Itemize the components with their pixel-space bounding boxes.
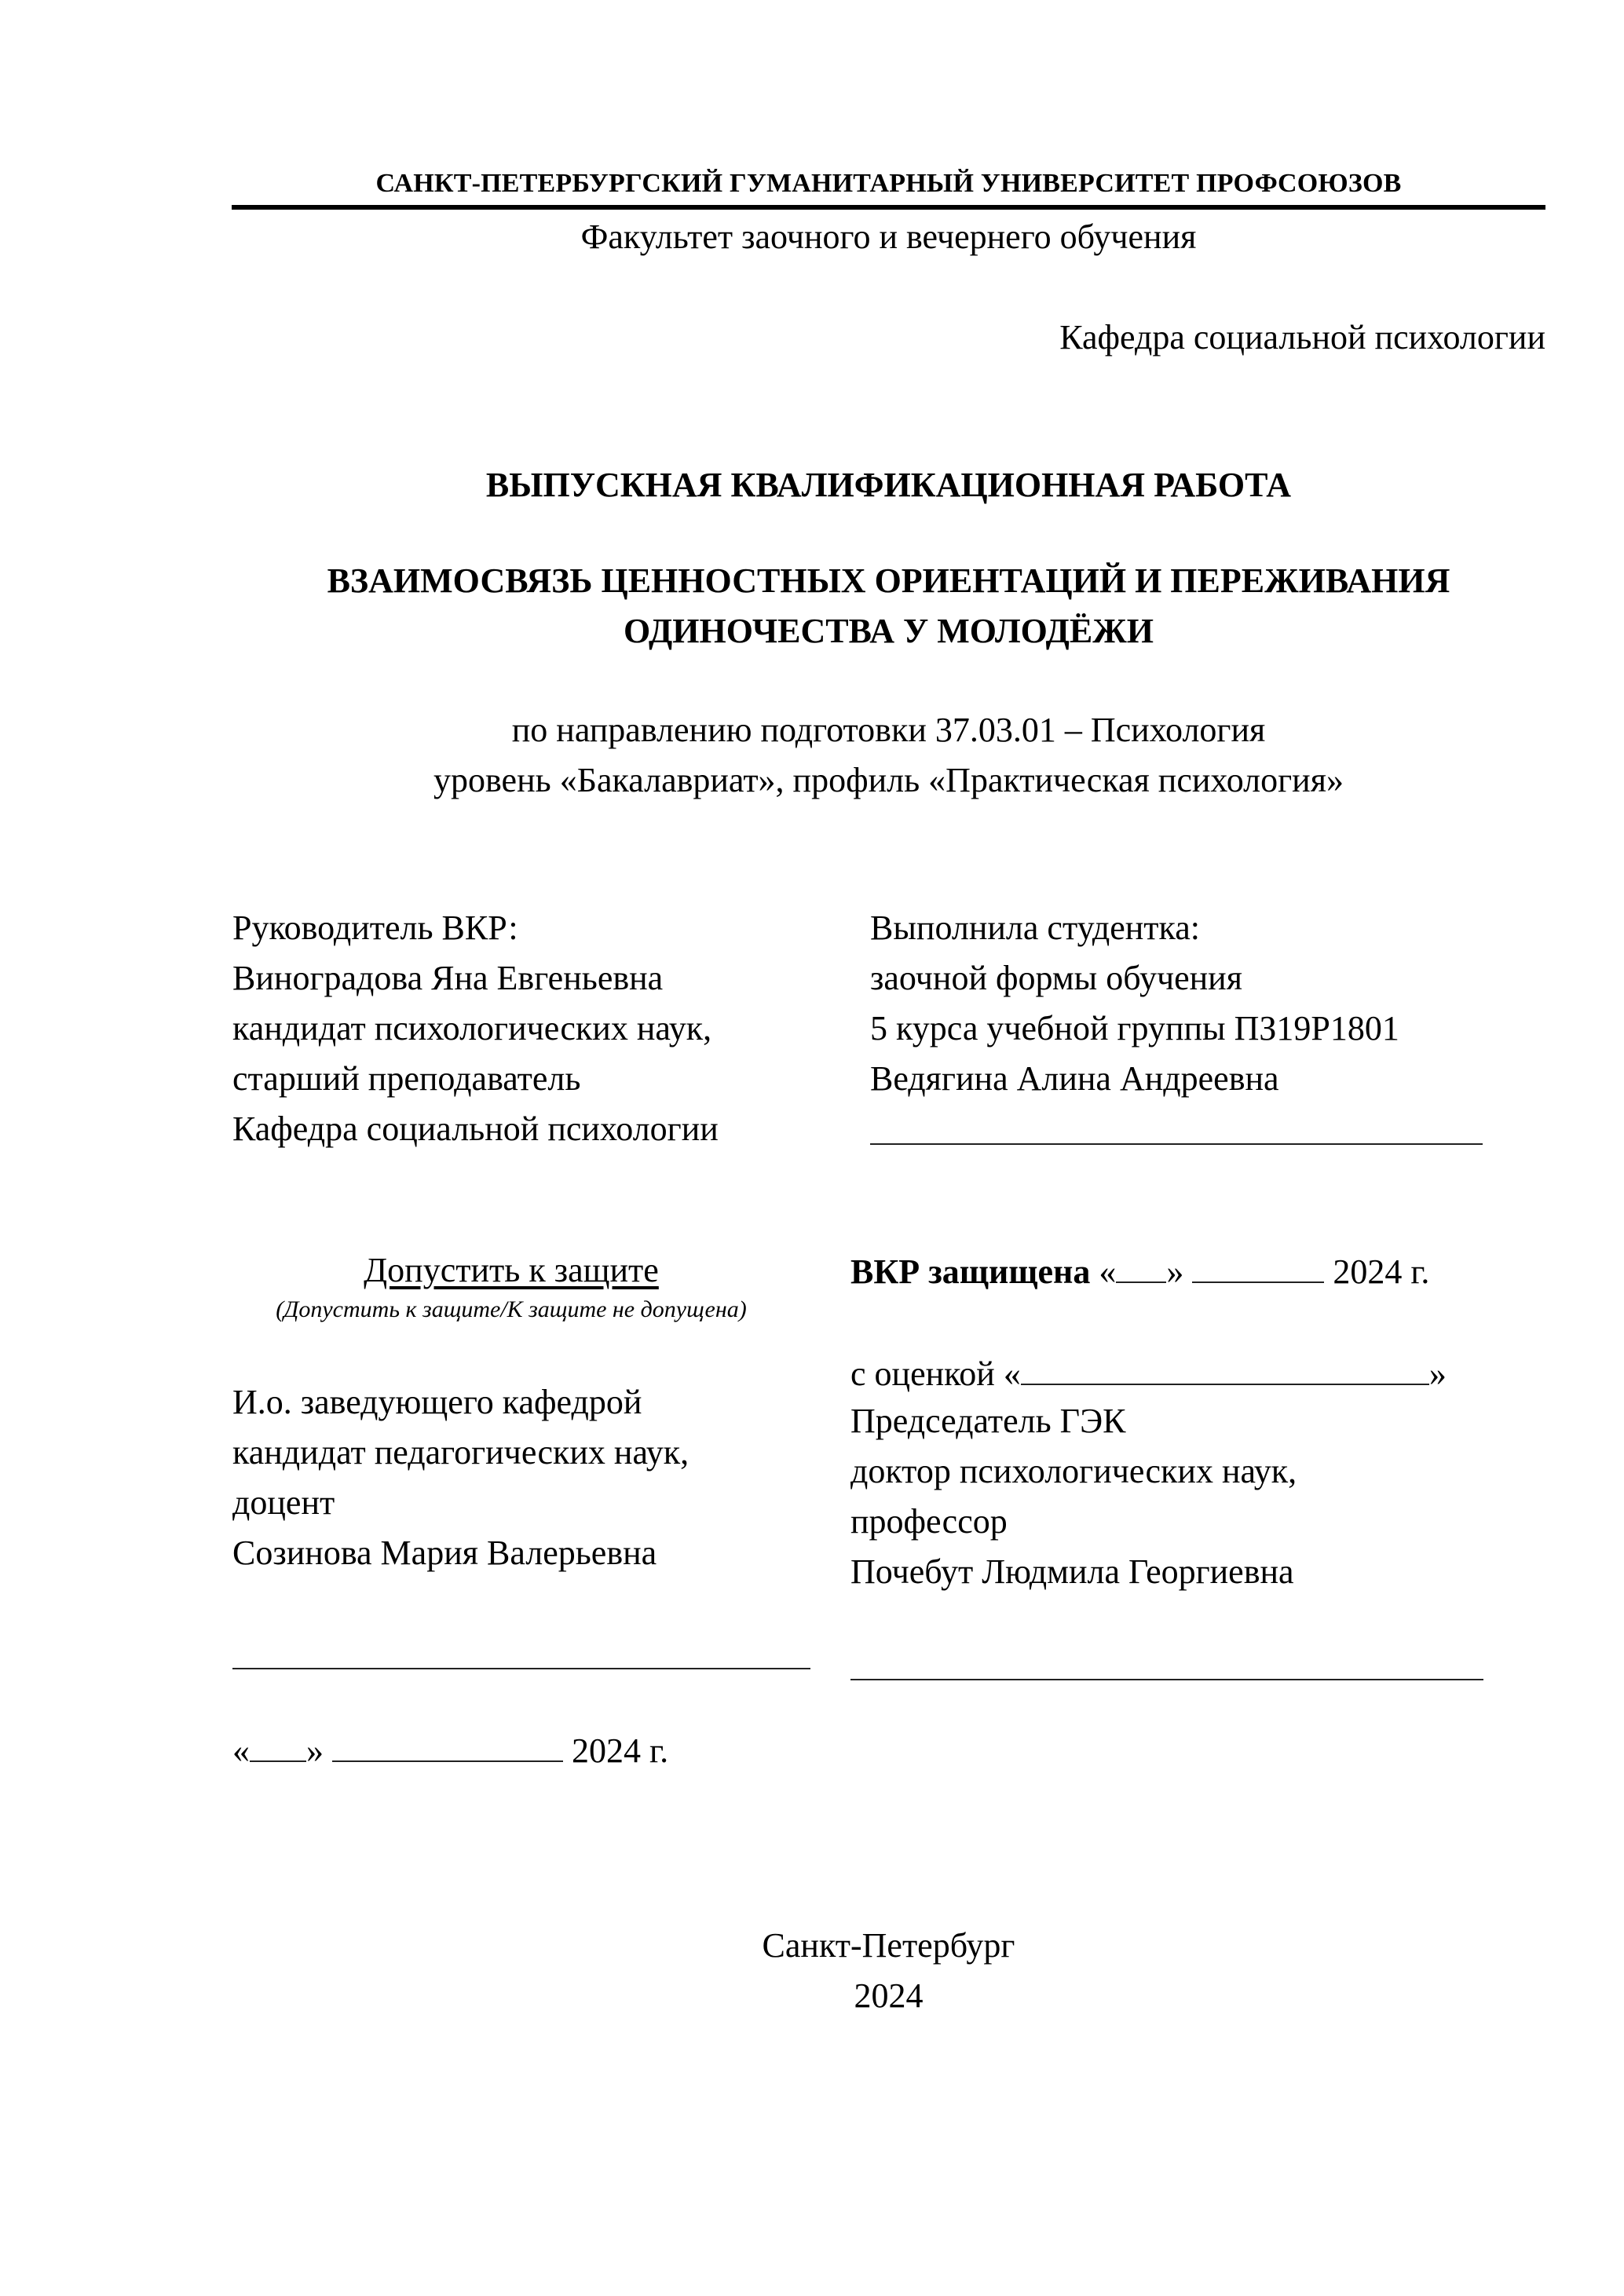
work-type-heading: ВЫПУСКНАЯ КВАЛИФИКАЦИОННАЯ РАБОТА [485,466,1292,504]
commission-chair-block [850,1396,1297,1597]
admission-block [232,1247,790,1325]
head-day-blank[interactable] [250,1734,306,1762]
head-date-year: 2024 г. [572,1731,669,1770]
student-block [870,903,1399,1104]
department-head-block [232,1377,689,1578]
footer-year: 2024 [854,1976,924,2015]
admission-note: (Допустить к защите/К защите не допущена) [276,1296,747,1322]
chair-name: Почебут Людмила Георгиевна [850,1552,1294,1591]
chair-title: профессор [850,1502,1008,1541]
header-rule [232,205,1545,210]
chair-signature-line[interactable] [850,1679,1483,1680]
supervisor-label: Руководитель ВКР: [232,909,518,947]
student-name: Ведягина Алина Андреевна [870,1059,1279,1098]
footer [232,1921,1545,2021]
thesis-title-line: ОДИНОЧЕСТВА У МОЛОДЁЖИ [623,612,1154,650]
head-title: доцент [232,1483,335,1522]
thesis-title-line: ВЗАИМОСВЯЗЬ ЦЕННОСТНЫХ ОРИЕНТАЦИЙ И ПЕРЕЖИВАНИЯ [327,561,1450,600]
grade-line [850,1349,1447,1399]
defense-date-line [850,1247,1429,1297]
supervisor-department: Кафедра социальной психологии [232,1110,719,1148]
supervisor-name: Виноградова Яна Евгеньевна [232,959,664,997]
head-date-line [232,1726,668,1776]
student-study-form: заочной формы обучения [870,959,1242,997]
student-group: 5 курса учебной группы ПЗ19Р1801 [870,1009,1399,1047]
head-position: И.о. заведующего кафедрой [232,1383,642,1421]
grade-suffix: » [1428,1355,1447,1393]
faculty-name: Факультет заочного и вечернего обучения [580,218,1197,256]
grade-blank[interactable] [1021,1357,1429,1385]
direction-line: уровень «Бакалавриат», профиль «Практическая психология» [433,761,1344,799]
defense-month-blank[interactable] [1192,1255,1324,1283]
head-month-blank[interactable] [332,1734,563,1762]
close-quote: » [1166,1252,1184,1291]
supervisor-degree: кандидат психологических наук, [232,1009,712,1047]
open-quote: « [232,1731,250,1770]
open-quote: « [1099,1252,1117,1291]
chair-degree: доктор психологических наук, [850,1452,1297,1490]
admission-decision: Допустить к защите [364,1251,659,1289]
close-quote: » [306,1731,324,1770]
head-signature-line[interactable] [232,1668,810,1669]
supervisor-position: старший преподаватель [232,1059,581,1098]
chair-position: Председатель ГЭК [850,1402,1126,1440]
university-name: САНКТ-ПЕТЕРБУРГСКИЙ ГУМАНИТАРНЫЙ УНИВЕРСИТЕТ ПРОФСОЮЗОВ [375,169,1402,198]
study-direction [232,705,1545,806]
thesis-title [232,556,1545,656]
city-name: Санкт-Петербург [762,1926,1015,1965]
grade-prefix: с оценкой « [850,1355,1021,1393]
head-degree: кандидат педагогических наук, [232,1433,689,1472]
supervisor-block [232,903,719,1154]
defense-label: ВКР защищена [850,1252,1091,1291]
department-name: Кафедра социальной психологии [1059,318,1545,356]
direction-line: по направлению подготовки 37.03.01 – Психология [511,711,1266,749]
defense-year: 2024 г. [1333,1252,1430,1291]
student-signature-line[interactable] [870,1143,1483,1145]
defense-day-blank[interactable] [1116,1255,1166,1283]
head-name: Созинова Мария Валерьевна [232,1534,657,1572]
student-label: Выполнила студентка: [870,909,1200,947]
